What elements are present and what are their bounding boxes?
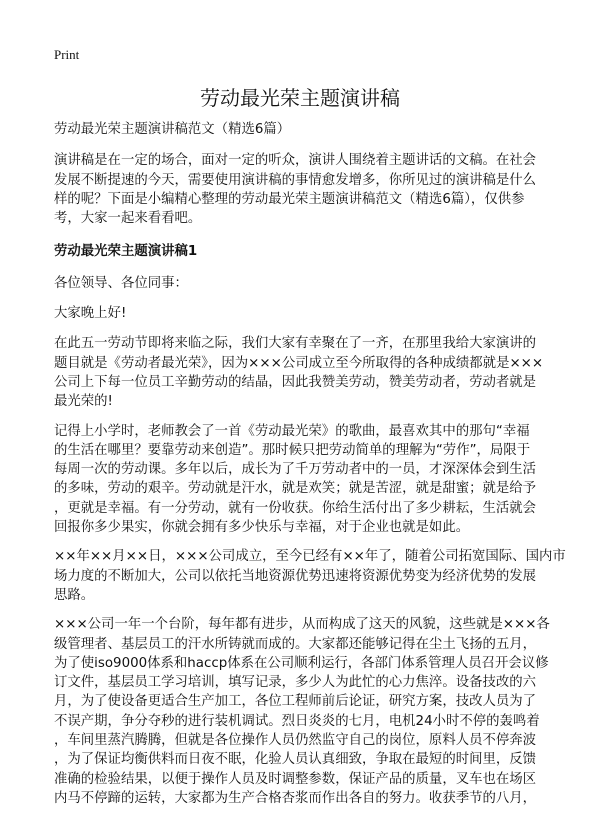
text-line: 思路。: [54, 587, 95, 603]
text-line: 最光荣的!: [54, 394, 113, 410]
text-line: 记得上小学时，老师教会了一首《劳动最光荣》的歌曲，最喜欢其中的那句“幸福: [54, 423, 530, 439]
text-line: 演讲稿是在一定的场合，面对一定的听众，演讲人围绕着主题讲话的文稿。在社会: [54, 153, 537, 169]
text-line: 回报你多少果实，你就会拥有多少快乐与幸福，对于企业也就是如此。: [54, 520, 470, 536]
text-line: ，车间里蒸汽腾腾，但就是各位操作人员仍然监守自己的岗位，原料人员不停奔波: [54, 733, 537, 749]
section-heading: 劳动最光荣主题演讲稿1: [54, 244, 198, 260]
text-line: 公司上下每一位员工辛勤劳动的结晶，因此我赞美劳动，赞美劳动者，劳动者就是: [54, 374, 537, 390]
hello: 大家晚上好!: [54, 306, 127, 322]
text-line: ，更就是幸福。有一分劳动，就有一份收获。你给生活付出了多少耕耘，生活就会: [54, 500, 537, 516]
document-body: [54, 120, 566, 818]
text-line: 的多味，劳动的艰辛。劳动就是汗水，就是欢笑；就是苦涩，就是甜蜜；就是给予: [54, 481, 537, 497]
document-title: 劳动最光荣主题演讲稿: [200, 86, 400, 110]
text-line: 题目就是《劳动者最光荣》，因为×××公司成立至今所取得的各种成绩都就是×××: [54, 355, 544, 371]
text-line: 准确的检验结果，以便于操作人员及时调整参数，保证产品的质量，叉车也在场区: [54, 771, 537, 787]
text-line: 级管理者、基层员工的汗水所铸就而成的。大家都还能够记得在尘土飞扬的五月，: [54, 636, 537, 652]
text-line: 发展不断提速的今天，需要使用演讲稿的事情愈发增多，你所见过的演讲稿是什么: [54, 172, 537, 188]
paragraph-3: [54, 547, 566, 605]
paragraph-4: [54, 615, 554, 808]
text-line: 月，为了使设备更适合生产加工，各位工程师前后论证，研究方案，技改人员为了: [54, 694, 537, 710]
text-line: 在此五一劳动节即将来临之际，我们大家有幸聚在了一齐，在那里我给大家演讲的: [54, 336, 537, 352]
text-line: 为了使iso9000体系和haccp体系在公司顺利运行，各部门体系管理人员召开会议修: [54, 655, 549, 671]
text-line: ，为了保证均衡供料而日夜不眠，化验人员认真细致，争取在最短的时间里，反馈: [54, 752, 537, 768]
text-line: ×××公司一年一个台阶，每年都有进步，从而构成了这天的风貌，这些就是×××各: [54, 617, 550, 633]
greeting: 各位领导、各位同事：: [54, 275, 188, 291]
subtitle: 劳动最光荣主题演讲稿范文（精选6篇）: [54, 122, 291, 137]
text-line: 订文件，基层员工学习培训，填写记录，多少人为此忙的心力焦淬。设备技改的六: [54, 675, 537, 691]
text-line: 内马不停蹄的运转，大家都为生产合格杏浆而作出各自的努力。收获季节的八月，: [54, 790, 537, 806]
paragraph-1: [54, 334, 554, 411]
print-link[interactable]: Print: [54, 47, 80, 62]
text-line: 样的呢？下面是小编精心整理的劳动最光荣主题演讲稿范文（精选6篇），仅供参: [54, 191, 525, 207]
text-line: 不误产期，争分夺秒的进行装机调试。烈日炎炎的七月，电机24小时不停的轰鸣着: [54, 713, 540, 729]
intro-paragraph: [54, 151, 554, 228]
text-line: 考，大家一起来看看吧。: [54, 211, 202, 227]
text-line: 每周一次的劳动课。多年以后，成长为了千万劳动者中的一员，才深深体会到生活: [54, 462, 537, 478]
text-line: ××年××月××日，×××公司成立，至今已经有××年了，随着公司拓宽国际、国内市: [54, 549, 566, 565]
paragraph-2: [54, 422, 554, 538]
text-line: 的生活在哪里？要靠劳动来创造”。那时候只把劳动简单的理解为“劳作”，局限于: [54, 442, 531, 458]
text-line: 场力度的不断加大，公司以依托当地资源优势迅速将资源优势变为经济优势的发展: [54, 568, 537, 584]
